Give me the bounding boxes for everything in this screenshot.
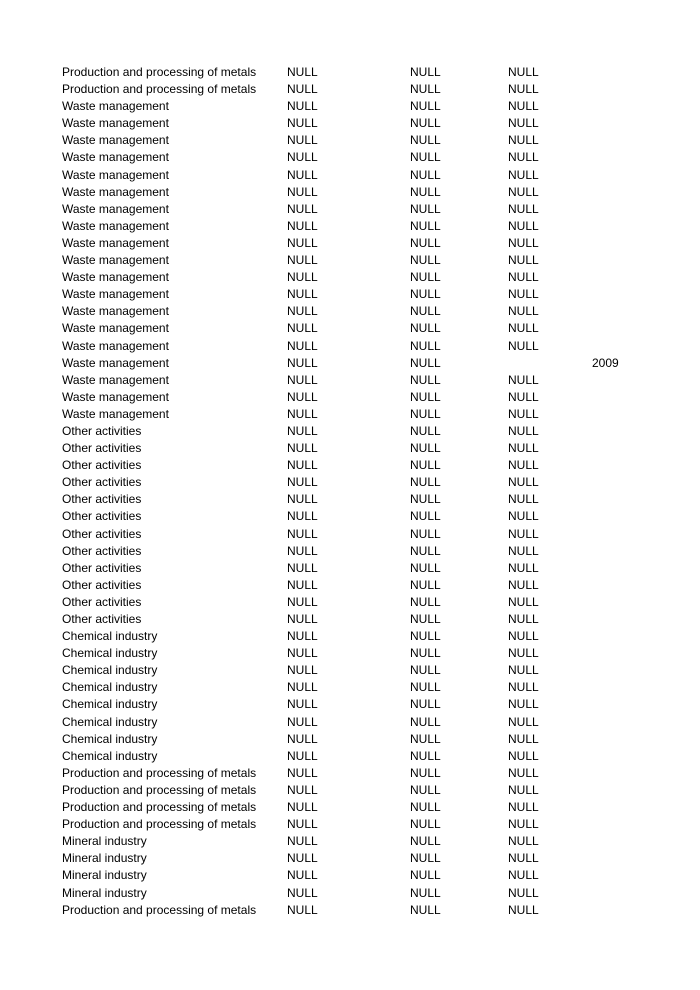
activity-cell: Chemical industry [62, 663, 158, 678]
activity-cell: Other activities [62, 509, 142, 524]
value-cell-2: NULL [410, 65, 441, 79]
value-cell-3: NULL [508, 526, 539, 541]
value-cell-2: NULL [410, 526, 441, 541]
value-cell-2: NULL [410, 629, 441, 644]
year-cell: 2009 [592, 355, 619, 370]
table-row [62, 816, 682, 833]
activity-cell: Mineral industry [62, 851, 147, 866]
table-row [62, 201, 682, 218]
value-cell-1: NULL [287, 868, 318, 883]
value-cell-1: NULL [287, 765, 318, 780]
activity-cell: Production and processing of metals [62, 782, 257, 797]
activity-cell: Waste management [62, 167, 169, 182]
value-cell-3: NULL [508, 475, 539, 490]
value-cell-1: NULL [287, 492, 318, 507]
value-cell-2: NULL [410, 492, 441, 507]
table-row [62, 885, 682, 902]
value-cell-3: NULL [508, 902, 539, 917]
value-cell-1: NULL [287, 851, 318, 866]
value-cell-3: NULL [508, 167, 539, 182]
table-row [62, 235, 682, 252]
value-cell-1: NULL [287, 629, 318, 644]
value-cell-2: NULL [410, 765, 441, 780]
value-cell-3: NULL [508, 184, 539, 199]
table-row [62, 628, 682, 645]
value-cell-3: NULL [508, 629, 539, 644]
value-cell-1: NULL [287, 646, 318, 661]
value-cell-1: NULL [287, 748, 318, 763]
value-cell-3: NULL [508, 885, 539, 900]
value-cell-3: NULL [508, 714, 539, 729]
activity-cell: Waste management [62, 133, 169, 148]
value-cell-2: NULL [410, 902, 441, 917]
activity-cell: Production and processing of metals [62, 800, 257, 815]
activity-cell: Waste management [62, 355, 169, 370]
activity-cell: Waste management [62, 304, 169, 319]
activity-cell: Waste management [62, 201, 169, 216]
value-cell-1: NULL [287, 372, 318, 387]
activity-cell: Waste management [62, 372, 169, 387]
value-cell-2: NULL [410, 338, 441, 353]
activity-cell: Other activities [62, 612, 142, 626]
value-cell-1: NULL [287, 355, 318, 370]
value-cell-2: NULL [410, 800, 441, 815]
table-row [62, 850, 682, 867]
table-row [62, 560, 682, 577]
value-cell-1: NULL [287, 543, 318, 558]
value-cell-1: NULL [287, 714, 318, 729]
activity-cell: Chemical industry [62, 748, 158, 763]
table-row [62, 457, 682, 474]
table-row [62, 81, 682, 98]
value-cell-3: NULL [508, 201, 539, 216]
value-cell-3: NULL [508, 851, 539, 866]
value-cell-2: NULL [410, 372, 441, 387]
table-row [62, 867, 682, 884]
value-cell-3: NULL [508, 594, 539, 609]
value-cell-3: NULL [508, 834, 539, 849]
value-cell-2: NULL [410, 270, 441, 285]
table-row [62, 714, 682, 731]
value-cell-2: NULL [410, 680, 441, 695]
value-cell-2: NULL [410, 697, 441, 712]
value-cell-3: NULL [508, 680, 539, 695]
table-row [62, 269, 682, 286]
value-cell-3: NULL [508, 800, 539, 815]
value-cell-3: NULL [508, 99, 539, 114]
value-cell-1: NULL [287, 526, 318, 541]
activity-cell: Waste management [62, 184, 169, 199]
value-cell-1: NULL [287, 458, 318, 473]
table-row [62, 423, 682, 440]
activity-cell: Waste management [62, 287, 169, 302]
value-cell-2: NULL [410, 201, 441, 216]
value-cell-2: NULL [410, 646, 441, 661]
value-cell-1: NULL [287, 680, 318, 695]
activity-cell: Waste management [62, 406, 169, 421]
value-cell-3: NULL [508, 304, 539, 319]
table-row [62, 474, 682, 491]
value-cell-2: NULL [410, 748, 441, 763]
value-cell-2: NULL [410, 150, 441, 165]
value-cell-2: NULL [410, 731, 441, 746]
table-row [62, 338, 682, 355]
value-cell-1: NULL [287, 99, 318, 114]
table-row [62, 662, 682, 679]
value-cell-2: NULL [410, 389, 441, 404]
activity-cell: Production and processing of metals [62, 817, 257, 832]
value-cell-2: NULL [410, 817, 441, 832]
value-cell-2: NULL [410, 133, 441, 148]
value-cell-3: NULL [508, 765, 539, 780]
value-cell-2: NULL [410, 834, 441, 849]
value-cell-3: NULL [508, 321, 539, 336]
activity-cell: Waste management [62, 150, 169, 165]
value-cell-2: NULL [410, 851, 441, 866]
table-row [62, 611, 682, 628]
value-cell-1: NULL [287, 560, 318, 575]
activity-cell: Production and processing of metals [62, 765, 257, 780]
table-row [62, 440, 682, 457]
value-cell-2: NULL [410, 218, 441, 233]
value-cell-1: NULL [287, 577, 318, 592]
value-cell-3: NULL [508, 646, 539, 661]
value-cell-2: NULL [410, 663, 441, 678]
table-row [62, 526, 682, 543]
activity-cell: Chemical industry [62, 714, 158, 729]
table-row [62, 406, 682, 423]
table-row [62, 98, 682, 115]
table-row [62, 799, 682, 816]
value-cell-3: NULL [508, 150, 539, 165]
activity-cell: Chemical industry [62, 697, 158, 712]
table-row [62, 577, 682, 594]
value-cell-3: NULL [508, 441, 539, 456]
value-cell-1: NULL [287, 441, 318, 456]
activity-cell: Other activities [62, 560, 142, 575]
value-cell-1: NULL [287, 389, 318, 404]
table-row [62, 218, 682, 235]
value-cell-3: NULL [508, 731, 539, 746]
table-row [62, 286, 682, 303]
value-cell-2: NULL [410, 406, 441, 421]
table-row [62, 320, 682, 337]
table-row [62, 748, 682, 765]
value-cell-1: NULL [287, 697, 318, 712]
value-cell-3: NULL [508, 389, 539, 404]
activity-cell: Chemical industry [62, 629, 158, 644]
table-row [62, 389, 682, 406]
value-cell-1: NULL [287, 338, 318, 353]
table-row [62, 731, 682, 748]
value-cell-3: NULL [508, 458, 539, 473]
value-cell-1: NULL [287, 509, 318, 524]
value-cell-2: NULL [410, 475, 441, 490]
value-cell-3: NULL [508, 270, 539, 285]
value-cell-2: NULL [410, 82, 441, 97]
value-cell-1: NULL [287, 133, 318, 148]
value-cell-2: NULL [410, 167, 441, 182]
value-cell-3: NULL [508, 133, 539, 148]
value-cell-1: NULL [287, 253, 318, 268]
value-cell-3: NULL [508, 560, 539, 575]
activity-cell: Other activities [62, 594, 142, 609]
table-row [62, 372, 682, 389]
table-row [62, 782, 682, 799]
value-cell-1: NULL [287, 321, 318, 336]
value-cell-1: NULL [287, 902, 318, 917]
value-cell-3: NULL [508, 782, 539, 797]
activity-cell: Chemical industry [62, 731, 158, 746]
value-cell-3: NULL [508, 338, 539, 353]
value-cell-3: NULL [508, 218, 539, 233]
table-row [62, 252, 682, 269]
table-row [62, 355, 682, 372]
value-cell-3: NULL [508, 82, 539, 97]
value-cell-3: NULL [508, 235, 539, 250]
activity-cell: Waste management [62, 389, 169, 404]
value-cell-1: NULL [287, 218, 318, 233]
table-row [62, 149, 682, 166]
value-cell-2: NULL [410, 560, 441, 575]
value-cell-2: NULL [410, 355, 441, 370]
table-row [62, 543, 682, 560]
table-row [62, 765, 682, 782]
value-cell-1: NULL [287, 612, 318, 626]
table-row [62, 902, 682, 919]
value-cell-3: NULL [508, 253, 539, 268]
activity-cell: Other activities [62, 526, 142, 541]
value-cell-1: NULL [287, 885, 318, 900]
value-cell-2: NULL [410, 321, 441, 336]
table-row [62, 115, 682, 132]
activity-cell: Chemical industry [62, 680, 158, 695]
value-cell-1: NULL [287, 800, 318, 815]
activity-cell: Waste management [62, 338, 169, 353]
table-row [62, 508, 682, 525]
table-row [62, 645, 682, 662]
value-cell-2: NULL [410, 235, 441, 250]
value-cell-1: NULL [287, 184, 318, 199]
value-cell-3: NULL [508, 287, 539, 302]
value-cell-2: NULL [410, 577, 441, 592]
value-cell-1: NULL [287, 731, 318, 746]
value-cell-2: NULL [410, 184, 441, 199]
value-cell-2: NULL [410, 287, 441, 302]
value-cell-2: NULL [410, 594, 441, 609]
value-cell-1: NULL [287, 116, 318, 131]
value-cell-3: NULL [508, 423, 539, 438]
activity-cell: Other activities [62, 543, 142, 558]
table-row [62, 491, 682, 508]
activity-cell: Waste management [62, 253, 169, 268]
activity-cell: Waste management [62, 99, 169, 114]
value-cell-2: NULL [410, 714, 441, 729]
value-cell-3: NULL [508, 663, 539, 678]
value-cell-2: NULL [410, 543, 441, 558]
value-cell-2: NULL [410, 509, 441, 524]
value-cell-1: NULL [287, 150, 318, 165]
value-cell-2: NULL [410, 868, 441, 883]
value-cell-1: NULL [287, 287, 318, 302]
value-cell-2: NULL [410, 441, 441, 456]
value-cell-1: NULL [287, 235, 318, 250]
value-cell-2: NULL [410, 304, 441, 319]
activity-cell: Other activities [62, 423, 142, 438]
value-cell-1: NULL [287, 834, 318, 849]
value-cell-1: NULL [287, 817, 318, 832]
table-row [62, 167, 682, 184]
value-cell-2: NULL [410, 253, 441, 268]
value-cell-3: NULL [508, 543, 539, 558]
activity-cell: Production and processing of metals [62, 65, 257, 79]
activity-cell: Waste management [62, 235, 169, 250]
value-cell-2: NULL [410, 423, 441, 438]
activity-cell: Waste management [62, 218, 169, 233]
value-cell-1: NULL [287, 304, 318, 319]
value-cell-2: NULL [410, 99, 441, 114]
value-cell-3: NULL [508, 65, 539, 79]
value-cell-1: NULL [287, 782, 318, 797]
value-cell-1: NULL [287, 270, 318, 285]
value-cell-1: NULL [287, 65, 318, 79]
table-row [62, 679, 682, 696]
value-cell-3: NULL [508, 868, 539, 883]
activity-cell: Mineral industry [62, 885, 147, 900]
value-cell-3: NULL [508, 492, 539, 507]
spreadsheet-table [62, 64, 682, 919]
value-cell-3: NULL [508, 406, 539, 421]
value-cell-2: NULL [410, 612, 441, 626]
value-cell-1: NULL [287, 663, 318, 678]
activity-cell: Production and processing of metals [62, 82, 257, 97]
table-row [62, 833, 682, 850]
value-cell-3: NULL [508, 748, 539, 763]
value-cell-2: NULL [410, 116, 441, 131]
activity-cell: Production and processing of metals [62, 902, 257, 917]
activity-cell: Mineral industry [62, 868, 147, 883]
activity-cell: Other activities [62, 577, 142, 592]
value-cell-1: NULL [287, 594, 318, 609]
value-cell-1: NULL [287, 406, 318, 421]
value-cell-2: NULL [410, 782, 441, 797]
table-row [62, 132, 682, 149]
activity-cell: Other activities [62, 458, 142, 473]
table-row [62, 184, 682, 201]
value-cell-3: NULL [508, 372, 539, 387]
value-cell-3: NULL [508, 817, 539, 832]
value-cell-2: NULL [410, 458, 441, 473]
value-cell-3: NULL [508, 697, 539, 712]
value-cell-1: NULL [287, 201, 318, 216]
value-cell-1: NULL [287, 167, 318, 182]
activity-cell: Other activities [62, 475, 142, 490]
activity-cell: Other activities [62, 492, 142, 507]
activity-cell: Waste management [62, 270, 169, 285]
activity-cell: Waste management [62, 321, 169, 336]
value-cell-3: NULL [508, 116, 539, 131]
activity-cell: Waste management [62, 116, 169, 131]
value-cell-1: NULL [287, 82, 318, 97]
value-cell-2: NULL [410, 885, 441, 900]
table-row [62, 64, 682, 81]
value-cell-3: NULL [508, 577, 539, 592]
activity-cell: Chemical industry [62, 646, 158, 661]
table-row [62, 303, 682, 320]
value-cell-1: NULL [287, 475, 318, 490]
value-cell-3: NULL [508, 612, 539, 626]
table-row [62, 696, 682, 713]
activity-cell: Mineral industry [62, 834, 147, 849]
table-row [62, 594, 682, 611]
value-cell-3: NULL [508, 509, 539, 524]
value-cell-1: NULL [287, 423, 318, 438]
activity-cell: Other activities [62, 441, 142, 456]
